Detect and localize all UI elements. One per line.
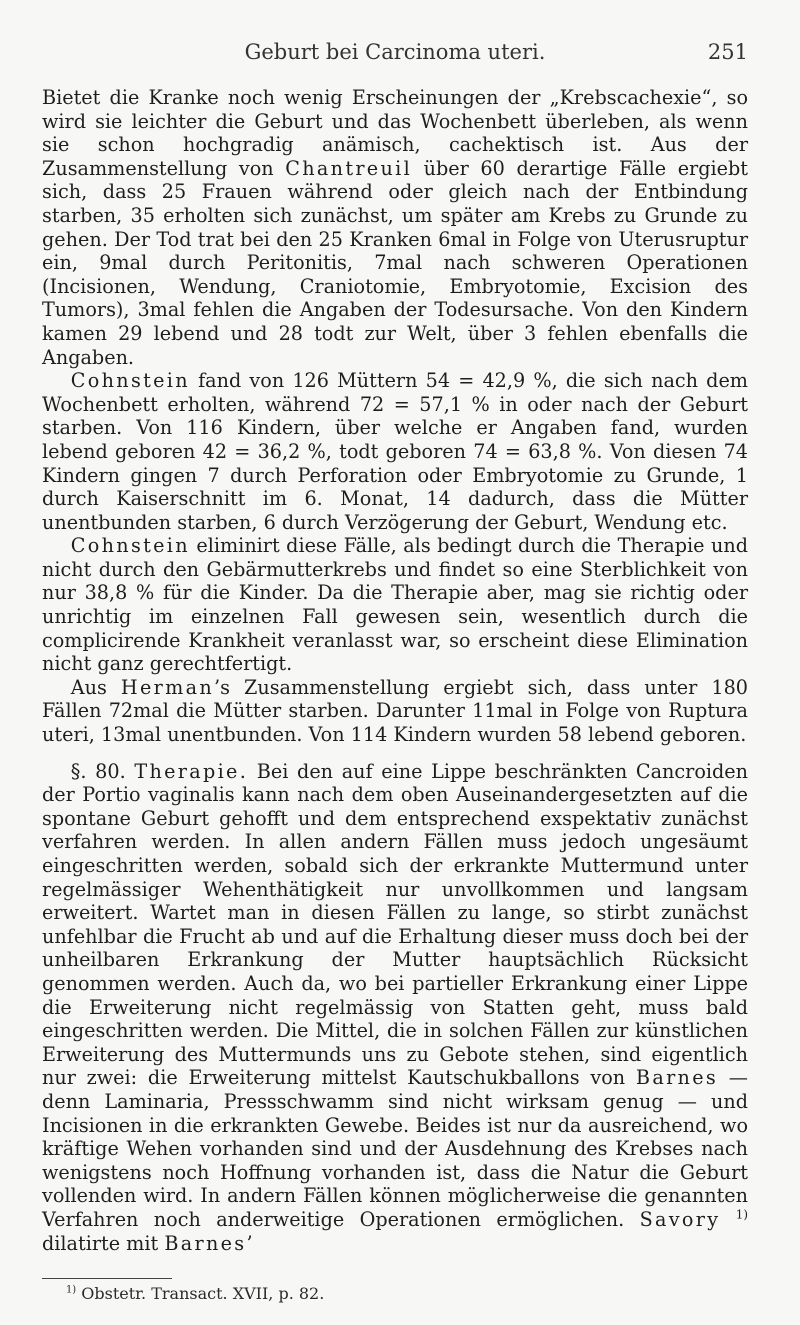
spaced-name: Cohnstein [70, 369, 190, 393]
footnote-divider [42, 1278, 172, 1279]
page-header [42, 40, 748, 70]
footnote [66, 1284, 324, 1303]
text-run: fand von 126 Müttern 54 = 42,9 %, die sich nach dem Wochenbett erholten, während 72 = 57,1 % in oder nach der Geburt starben. Von 116 Kindern, über welche er Angaben fand, wurden lebend geboren 42 = 36,2 %, todt geboren 74 = 63,8 %. Von diesen 74 Kindern gingen 7 durch Perforation oder Embryotomie zu Grunde, 1 durch Kaiserschnitt im 6. Monat, 14 dadurch, dass die Mütter unentbunden starben, 6 durch Verzögerung der Geburt, Wendung etc. [42, 369, 748, 534]
footnote-reference: 1) [735, 1207, 748, 1222]
text-run: eliminirt diese Fälle, als bedingt durch die Therapie und nicht durch den Gebärmutterkrebs und findet so eine Sterblichkeit von nur 38,8 % für die Kinder. Da die Therapie aber, mag sie richtig oder unrichtig im einzelnen Fall gewesen sein, wesentlich durch die complicirende Krankheit veranlasst war, so erscheint diese Elimination nicht ganz gerechtfertigt. [42, 534, 748, 676]
body-text [42, 86, 748, 1255]
text-run: Bietet die Kranke noch wenig Erscheinungen der „Krebscachexie“, so wird sie leichter die Geburt und das Wochenbett überleben, als wenn sie schon hochgradig anämisch, cachektisch ist. Aus der Zusammenstellung von [42, 86, 748, 180]
text-run: dilatirte mit [42, 1231, 165, 1255]
spaced-name: Chantreuil [285, 156, 413, 180]
spaced-name: Herman [120, 675, 214, 699]
footnote-text: Obstetr. Transact. XVII, p. 82. [76, 1284, 325, 1303]
spaced-name: Savory [639, 1207, 721, 1231]
text-run: §. 80. [70, 759, 135, 783]
paragraph [42, 86, 748, 369]
paragraph [42, 676, 748, 747]
paragraph [42, 534, 748, 676]
page-number: 251 [707, 40, 748, 64]
spaced-name: Barnes [164, 1231, 247, 1255]
text-run: — denn Laminaria, Pressschwamm sind nicht wirksam genug — und Incisionen in die erkrankten Gewebe. Beides ist nur da ausreichend, wo kräftige Wehen vorhanden sind und der Ausdehnung des Krebses nach wenigstens noch Hoffnung vorhanden ist, dass die Natur die Geburt vollenden wird. In andern Fällen können möglicherweise die genannten Verfahren noch anderweitige Operationen ermöglichen. [42, 1066, 748, 1231]
spaced-name: Therapie. [134, 759, 249, 783]
text-run [720, 1208, 735, 1231]
text-run: Aus [70, 675, 121, 699]
section-paragraph [42, 760, 748, 1255]
spaced-name: Cohnstein [70, 534, 190, 558]
running-title: Geburt bei Carcinoma uteri. [244, 40, 546, 64]
spaced-name: Barnes [635, 1066, 719, 1090]
paragraph [42, 369, 748, 534]
text-run: über 60 derartige Fälle ergiebt sich, dass 25 Frauen während oder gleich nach der Entbindung starben, 35 erholten sich zunächst, um später am Krebs zu Grunde zu gehen. Der Tod trat bei den 25 Kranken 6mal in Folge von Uterusruptur ein, 9mal durch Peritonitis, 7mal nach schweren Operationen (Incisionen, Wendung, Craniotomie, Embryotomie, Excision des Tumors), 3mal fehlen die Angaben der Todesursache. Von den Kindern kamen 29 lebend und 28 todt zur Welt, über 3 fehlen ebenfalls die Angaben. [42, 156, 748, 369]
text-run: ’s Zusammenstellung ergiebt sich, dass unter 180 Fällen 72mal die Mütter starben. Darunter 11mal in Folge von Ruptura uteri, 13mal unentbunden. Von 114 Kindern wurden 58 lebend geboren. [42, 675, 748, 747]
text-run: ’ [246, 1231, 253, 1255]
text-run: Bei den auf eine Lippe beschränkten Cancroiden der Portio vaginalis kann nach dem oben Auseinandergesetzten auf die spontane Geburt gehofft und dem entsprechend exspektativ zunächst verfahren werden. In allen andern Fällen muss jedoch ungesäumt eingeschritten werden, sobald sich der erkrankte Muttermund unter regelmässiger Wehenthätigkeit nur unvollkommen und langsam erweitert. Wartet man in diesen Fällen zu lange, so stirbt zunächst unfehlbar die Frucht ab und auf die Erhaltung dieser muss doch bei der unheilbaren Erkrankung der Mutter hauptsächlich Rücksicht genommen werden. Auch da, wo bei partieller Erkrankung einer Lippe die Erweiterung nicht regelmässig von Statten geht, muss bald eingeschritten werden. Die Mittel, die in solchen Fällen zur künstlichen Erweiterung des Muttermunds uns zu Gebote stehen, sind eigentlich nur zwei: die Erweiterung mittelst Kautschukballons von [42, 759, 748, 1090]
footnote-marker: 1) [66, 1284, 77, 1296]
